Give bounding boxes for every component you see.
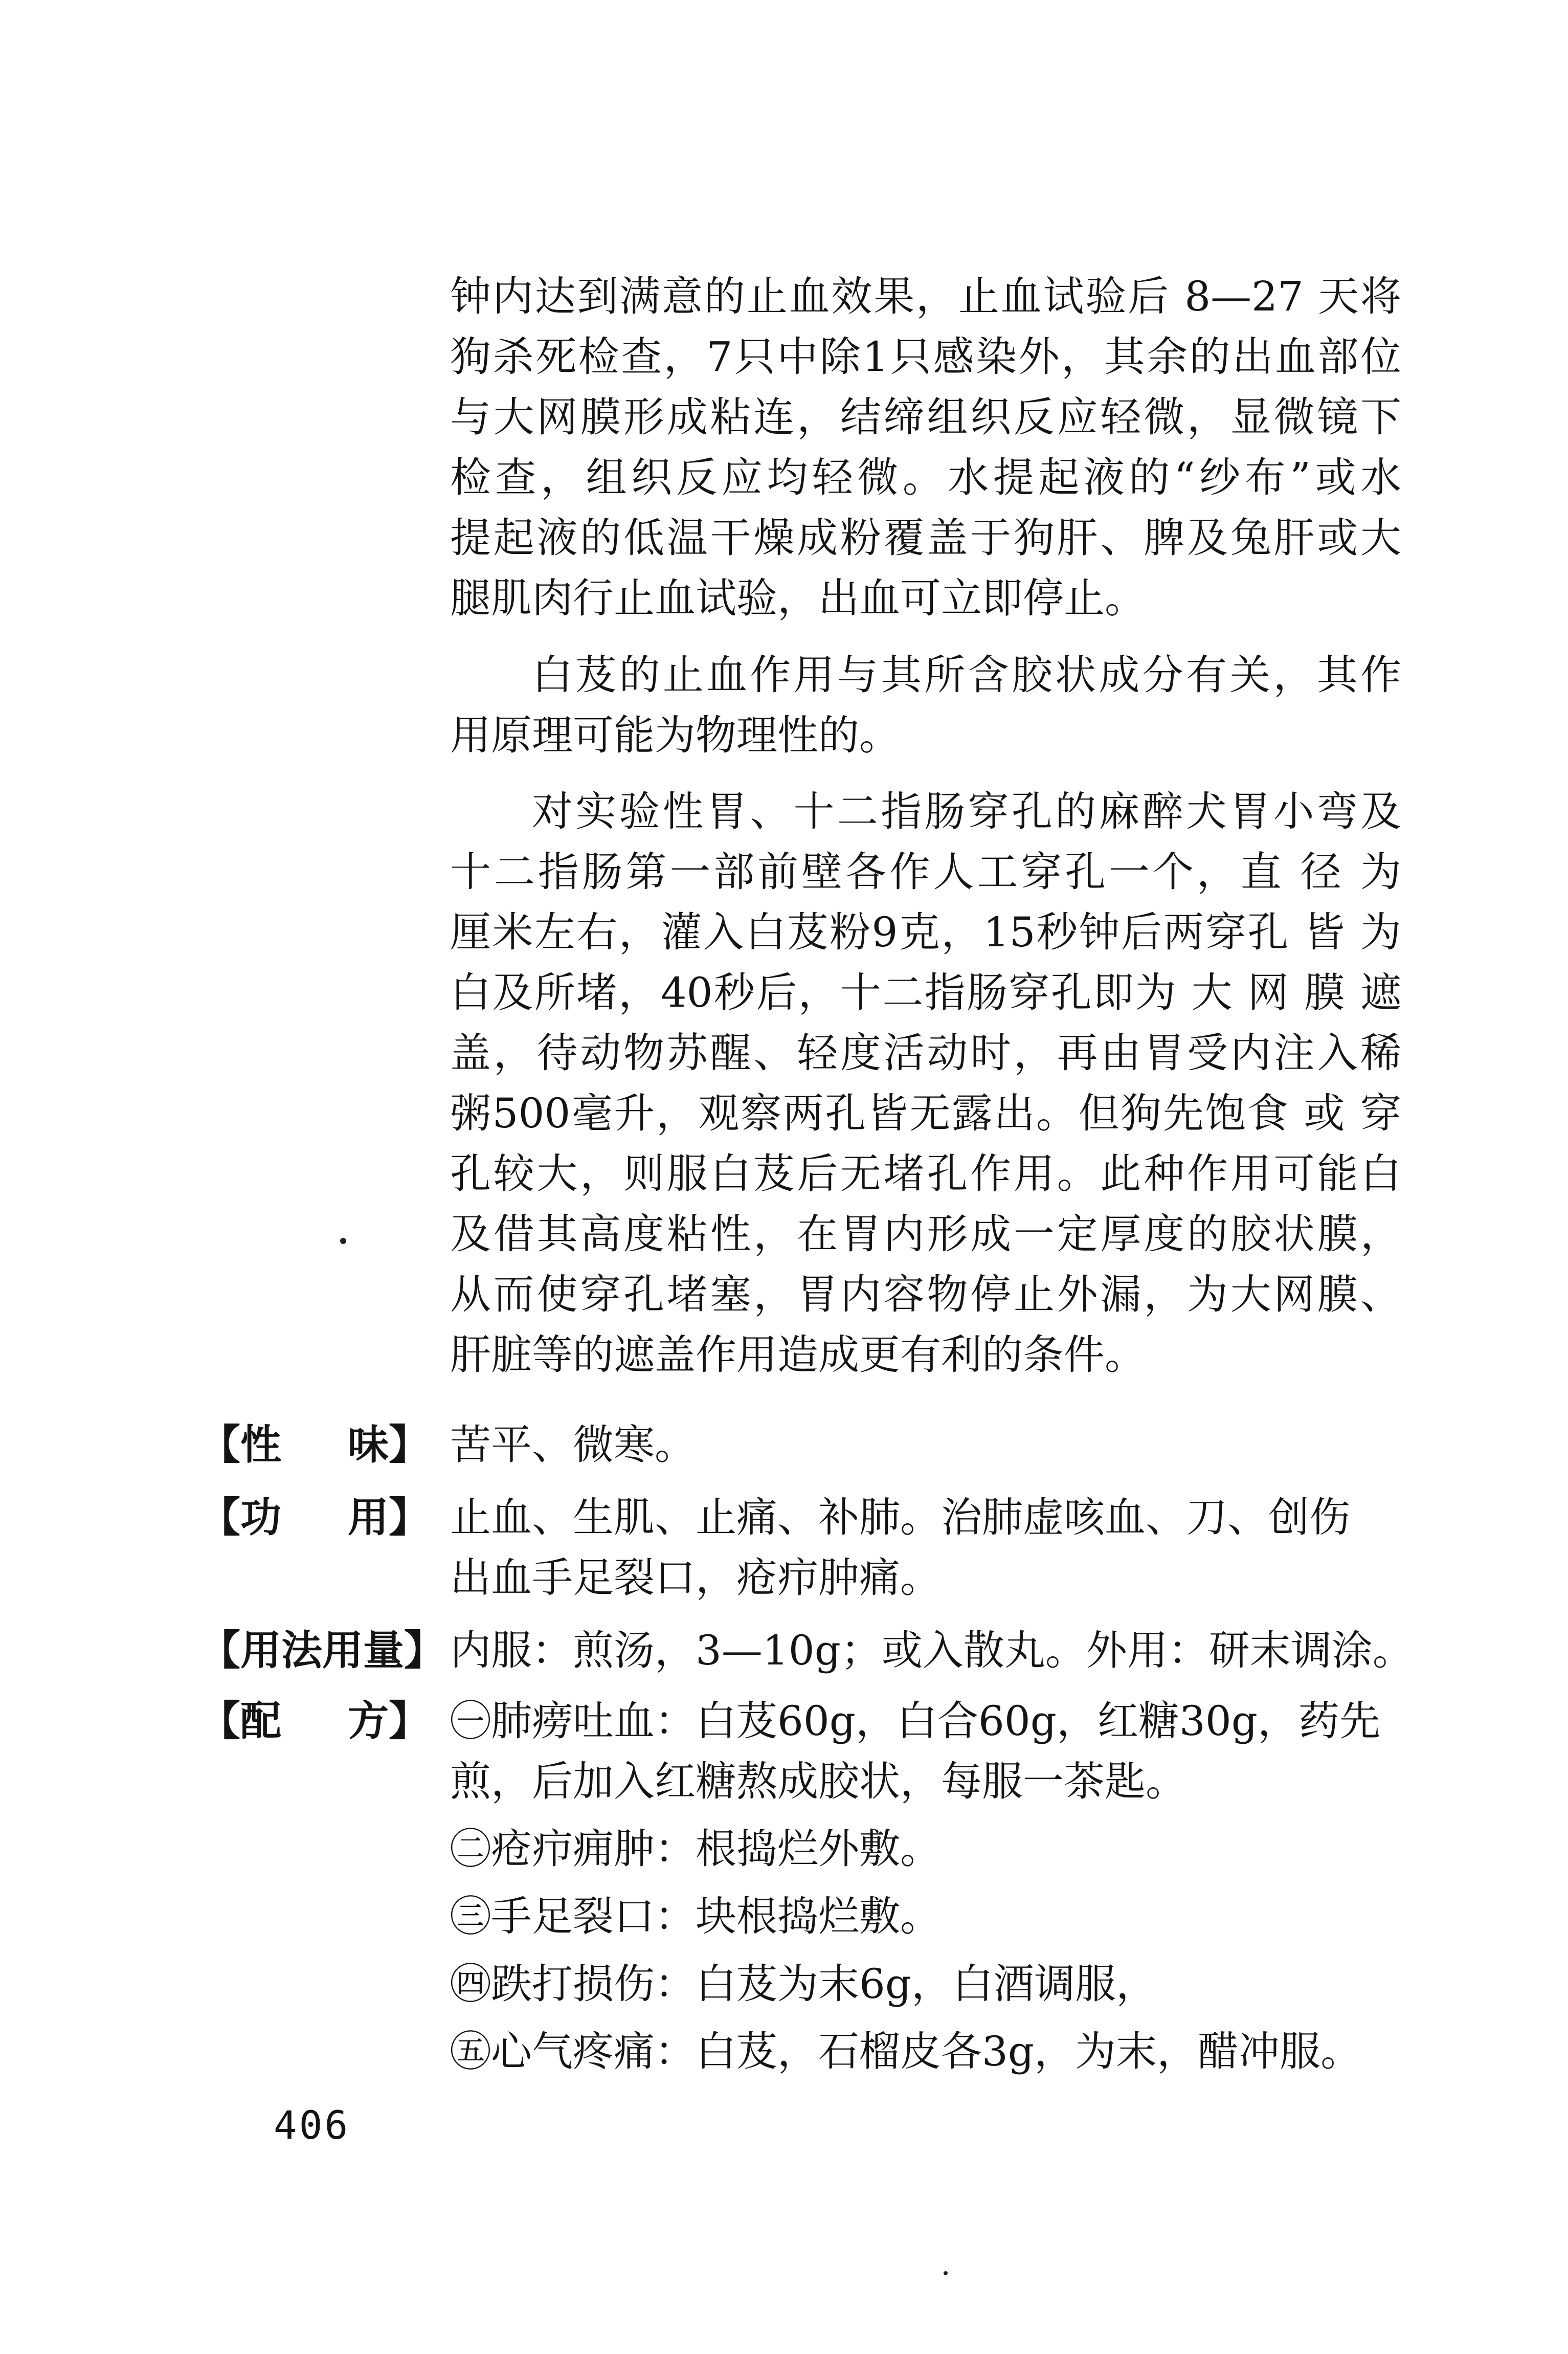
function-label-left: 【功 <box>199 1494 281 1541</box>
paragraph-1-line-5: 提起液的低温干燥成粉覆盖于狗肝、脾及兔肝或大 <box>450 514 1401 562</box>
prescription-line-6: ㊄心气疼痛：白芨，石榴皮各3g，为末，醋冲服。 <box>450 2028 1362 2075</box>
prescription-line-1: ㊀肺痨吐血：白芨60g，白合60g，红糖30g，药先 <box>450 1697 1381 1745</box>
scan-speck <box>340 1238 346 1244</box>
paragraph-3-line-4: 白及所堵，40秒后，十二指肠穿孔即为 大 网 膜 遮 <box>450 969 1401 1016</box>
function-label-right: 用】 <box>348 1494 430 1541</box>
taste-text: 苦平、微寒。 <box>450 1421 696 1469</box>
function-label <box>199 1490 430 1546</box>
paragraph-3-line-6: 粥500毫升，观察两孔皆无露出。但狗先饱食 或 穿 <box>450 1090 1401 1137</box>
paragraph-3-line-1: 对实验性胃、十二指肠穿孔的麻醉犬胃小弯及 <box>532 788 1401 835</box>
scan-speck <box>944 2271 948 2275</box>
paragraph-1-line-4: 检查，组织反应均轻微。水提起液的“纱布”或水 <box>450 454 1401 501</box>
paragraph-1-line-1: 钟内达到满意的止血效果，止血试验后 8—27 天将 <box>450 273 1401 320</box>
taste-label-right: 味】 <box>348 1421 430 1469</box>
function-text-line-1: 止血、生肌、止痛、补肺。治肺虚咳血、刀、创伤 <box>450 1494 1350 1541</box>
paragraph-2-line-2: 用原理可能为物理性的。 <box>450 712 900 759</box>
paragraph-1-line-3: 与大网膜形成粘连，结缔组织反应轻微，显微镜下 <box>450 393 1401 441</box>
paragraph-3-line-8: 及借其高度粘性，在胃内形成一定厚度的胶状膜， <box>450 1210 1401 1258</box>
taste-label <box>199 1417 430 1473</box>
paragraph-2-line-1: 白芨的止血作用与其所含胶状成分有关，其作 <box>532 651 1401 699</box>
paragraph-3-line-10: 肝脏等的遮盖作用造成更有利的条件。 <box>450 1331 1146 1379</box>
usage-label <box>199 1623 445 1679</box>
paragraph-3-line-9: 从而使穿孔堵塞，胃内容物停止外漏，为大网膜、 <box>450 1271 1401 1318</box>
prescription-label-left: 【配 <box>199 1697 281 1745</box>
paragraph-3-line-3: 厘米左右，灌入白芨粉9克，15秒钟后两穿孔 皆 为 <box>450 908 1401 956</box>
prescription-line-2: 煎，后加入红糖熬成胶状，每服一茶匙。 <box>450 1758 1186 1805</box>
prescription-line-5: ㊃跌打损伤：白芨为末6g，白酒调服， <box>450 1960 1157 2008</box>
paragraph-1-line-2: 狗杀死检查，7只中除1只感染外，其余的出血部位 <box>450 333 1401 381</box>
usage-text: 内服：煎汤，3—10g；或入散丸。外用：研末调涂。 <box>450 1627 1414 1674</box>
prescription-label-right: 方】 <box>348 1697 430 1745</box>
prescription-line-4: ㊂手足裂口：块根捣烂敷。 <box>450 1893 941 1940</box>
taste-label-left: 【性 <box>199 1421 281 1469</box>
paragraph-3-line-7: 孔较大，则服白芨后无堵孔作用。此种作用可能白 <box>450 1150 1401 1197</box>
prescription-line-3: ㊁疮疖痈肿：根捣烂外敷。 <box>450 1825 941 1873</box>
paragraph-3-line-5: 盖，待动物苏醒、轻度活动时，再由胃受内注入稀 <box>450 1029 1401 1077</box>
page-number: 406 <box>274 2102 350 2148</box>
paragraph-3-line-2: 十二指肠第一部前壁各作人工穿孔一个，直 径 为 <box>450 848 1401 896</box>
usage-label-text: 【用法用量】 <box>199 1627 445 1674</box>
prescription-label <box>199 1693 430 1749</box>
paragraph-1-line-6: 腿肌肉行止血试验，出血可立即停止。 <box>450 574 1146 622</box>
function-text-line-2: 出血手足裂口，疮疖肿痛。 <box>450 1554 941 1602</box>
